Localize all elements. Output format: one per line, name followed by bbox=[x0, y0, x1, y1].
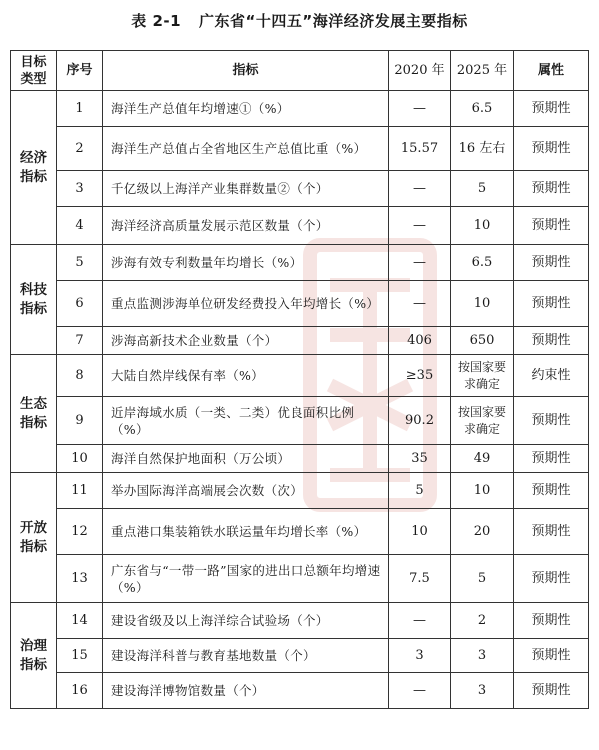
header-property: 属性 bbox=[514, 51, 589, 91]
indicator-cell: 海洋生产总值年均增速①（%） bbox=[103, 91, 389, 127]
category-cell: 治理指标 bbox=[11, 603, 57, 709]
indicator-cell: 涉海高新技术企业数量（个） bbox=[103, 327, 389, 355]
table-row bbox=[11, 245, 589, 281]
table-row bbox=[11, 355, 589, 397]
table-row bbox=[11, 673, 589, 709]
indicator-cell: 涉海有效专利数量年均增长（%） bbox=[103, 245, 389, 281]
header-2020: 2020 年 bbox=[389, 51, 451, 91]
seq-cell: 9 bbox=[57, 397, 103, 445]
table-number: 表 2-1 bbox=[131, 12, 182, 30]
value-2025-cell: 10 bbox=[451, 207, 514, 245]
indicator-cell: 海洋自然保护地面积（万公顷） bbox=[103, 445, 389, 473]
property-cell: 预期性 bbox=[514, 603, 589, 639]
value-2025-cell: 16 左右 bbox=[451, 127, 514, 171]
property-cell: 预期性 bbox=[514, 327, 589, 355]
value-2025-cell: 10 bbox=[451, 473, 514, 509]
table-row bbox=[11, 171, 589, 207]
table-row bbox=[11, 639, 589, 673]
indicator-cell: 海洋生产总值占全省地区生产总值比重（%） bbox=[103, 127, 389, 171]
value-2025-cell: 49 bbox=[451, 445, 514, 473]
property-cell: 预期性 bbox=[514, 639, 589, 673]
property-cell: 预期性 bbox=[514, 673, 589, 709]
property-cell: 预期性 bbox=[514, 281, 589, 327]
table-row bbox=[11, 397, 589, 445]
value-2025-cell: 20 bbox=[451, 509, 514, 555]
property-cell: 预期性 bbox=[514, 171, 589, 207]
value-2020-cell: ≥35 bbox=[389, 355, 451, 397]
value-2025-cell: 3 bbox=[451, 639, 514, 673]
value-2020-cell: 7.5 bbox=[389, 555, 451, 603]
table-row bbox=[11, 207, 589, 245]
category-cell: 开放指标 bbox=[11, 473, 57, 603]
seq-cell: 15 bbox=[57, 639, 103, 673]
indicator-cell: 近岸海域水质（一类、二类）优良面积比例（%） bbox=[103, 397, 389, 445]
header-category: 目标类型 bbox=[11, 51, 57, 91]
header-indicator: 指标 bbox=[103, 51, 389, 91]
property-cell: 预期性 bbox=[514, 555, 589, 603]
value-2020-cell: 15.57 bbox=[389, 127, 451, 171]
category-cell: 生态指标 bbox=[11, 355, 57, 473]
value-2025-cell: 按国家要求确定 bbox=[451, 397, 514, 445]
property-cell: 预期性 bbox=[514, 473, 589, 509]
property-cell: 预期性 bbox=[514, 207, 589, 245]
table-title bbox=[0, 10, 599, 31]
value-2025-cell: 按国家要求确定 bbox=[451, 355, 514, 397]
value-2020-cell: — bbox=[389, 245, 451, 281]
header-row bbox=[11, 51, 589, 91]
indicator-cell: 重点港口集装箱铁水联运量年均增长率（%） bbox=[103, 509, 389, 555]
table-row bbox=[11, 509, 589, 555]
category-cell: 科技指标 bbox=[11, 245, 57, 355]
value-2025-cell: 6.5 bbox=[451, 91, 514, 127]
property-cell: 预期性 bbox=[514, 245, 589, 281]
property-cell: 预期性 bbox=[514, 397, 589, 445]
value-2020-cell: — bbox=[389, 281, 451, 327]
value-2020-cell: 90.2 bbox=[389, 397, 451, 445]
value-2020-cell: — bbox=[389, 91, 451, 127]
header-seq: 序号 bbox=[57, 51, 103, 91]
table-row bbox=[11, 555, 589, 603]
seq-cell: 12 bbox=[57, 509, 103, 555]
seq-cell: 16 bbox=[57, 673, 103, 709]
value-2025-cell: 10 bbox=[451, 281, 514, 327]
indicator-cell: 举办国际海洋高端展会次数（次） bbox=[103, 473, 389, 509]
value-2025-cell: 2 bbox=[451, 603, 514, 639]
seq-cell: 4 bbox=[57, 207, 103, 245]
table-row bbox=[11, 445, 589, 473]
property-cell: 预期性 bbox=[514, 509, 589, 555]
value-2020-cell: — bbox=[389, 171, 451, 207]
value-2020-cell: 35 bbox=[389, 445, 451, 473]
value-2020-cell: — bbox=[389, 673, 451, 709]
indicator-cell: 建设省级及以上海洋综合试验场（个） bbox=[103, 603, 389, 639]
property-cell: 预期性 bbox=[514, 445, 589, 473]
property-cell: 约束性 bbox=[514, 355, 589, 397]
value-2025-cell: 6.5 bbox=[451, 245, 514, 281]
seq-cell: 5 bbox=[57, 245, 103, 281]
seq-cell: 8 bbox=[57, 355, 103, 397]
seq-cell: 13 bbox=[57, 555, 103, 603]
indicator-cell: 大陆自然岸线保有率（%） bbox=[103, 355, 389, 397]
seq-cell: 11 bbox=[57, 473, 103, 509]
seq-cell: 6 bbox=[57, 281, 103, 327]
value-2020-cell: 406 bbox=[389, 327, 451, 355]
value-2020-cell: — bbox=[389, 603, 451, 639]
indicator-cell: 建设海洋科普与教育基地数量（个） bbox=[103, 639, 389, 673]
value-2020-cell: — bbox=[389, 207, 451, 245]
seq-cell: 10 bbox=[57, 445, 103, 473]
property-cell: 预期性 bbox=[514, 127, 589, 171]
indicators-table bbox=[10, 50, 589, 709]
table-row bbox=[11, 473, 589, 509]
value-2025-cell: 3 bbox=[451, 673, 514, 709]
table-caption: 广东省“十四五”海洋经济发展主要指标 bbox=[199, 12, 468, 30]
property-cell: 预期性 bbox=[514, 91, 589, 127]
seq-cell: 1 bbox=[57, 91, 103, 127]
seq-cell: 7 bbox=[57, 327, 103, 355]
value-2025-cell: 650 bbox=[451, 327, 514, 355]
value-2020-cell: 5 bbox=[389, 473, 451, 509]
indicator-cell: 千亿级以上海洋产业集群数量②（个） bbox=[103, 171, 389, 207]
seq-cell: 3 bbox=[57, 171, 103, 207]
indicator-cell: 建设海洋博物馆数量（个） bbox=[103, 673, 389, 709]
value-2025-cell: 5 bbox=[451, 171, 514, 207]
table-row bbox=[11, 603, 589, 639]
table-row bbox=[11, 91, 589, 127]
table-row bbox=[11, 281, 589, 327]
indicator-cell: 广东省与“一带一路”国家的进出口总额年均增速（%） bbox=[103, 555, 389, 603]
seq-cell: 2 bbox=[57, 127, 103, 171]
table-row bbox=[11, 327, 589, 355]
category-cell: 经济指标 bbox=[11, 91, 57, 245]
seq-cell: 14 bbox=[57, 603, 103, 639]
indicator-cell: 海洋经济高质量发展示范区数量（个） bbox=[103, 207, 389, 245]
value-2020-cell: 3 bbox=[389, 639, 451, 673]
table-row bbox=[11, 127, 589, 171]
indicator-cell: 重点监测涉海单位研发经费投入年均增长（%） bbox=[103, 281, 389, 327]
value-2020-cell: 10 bbox=[389, 509, 451, 555]
header-2025: 2025 年 bbox=[451, 51, 514, 91]
value-2025-cell: 5 bbox=[451, 555, 514, 603]
